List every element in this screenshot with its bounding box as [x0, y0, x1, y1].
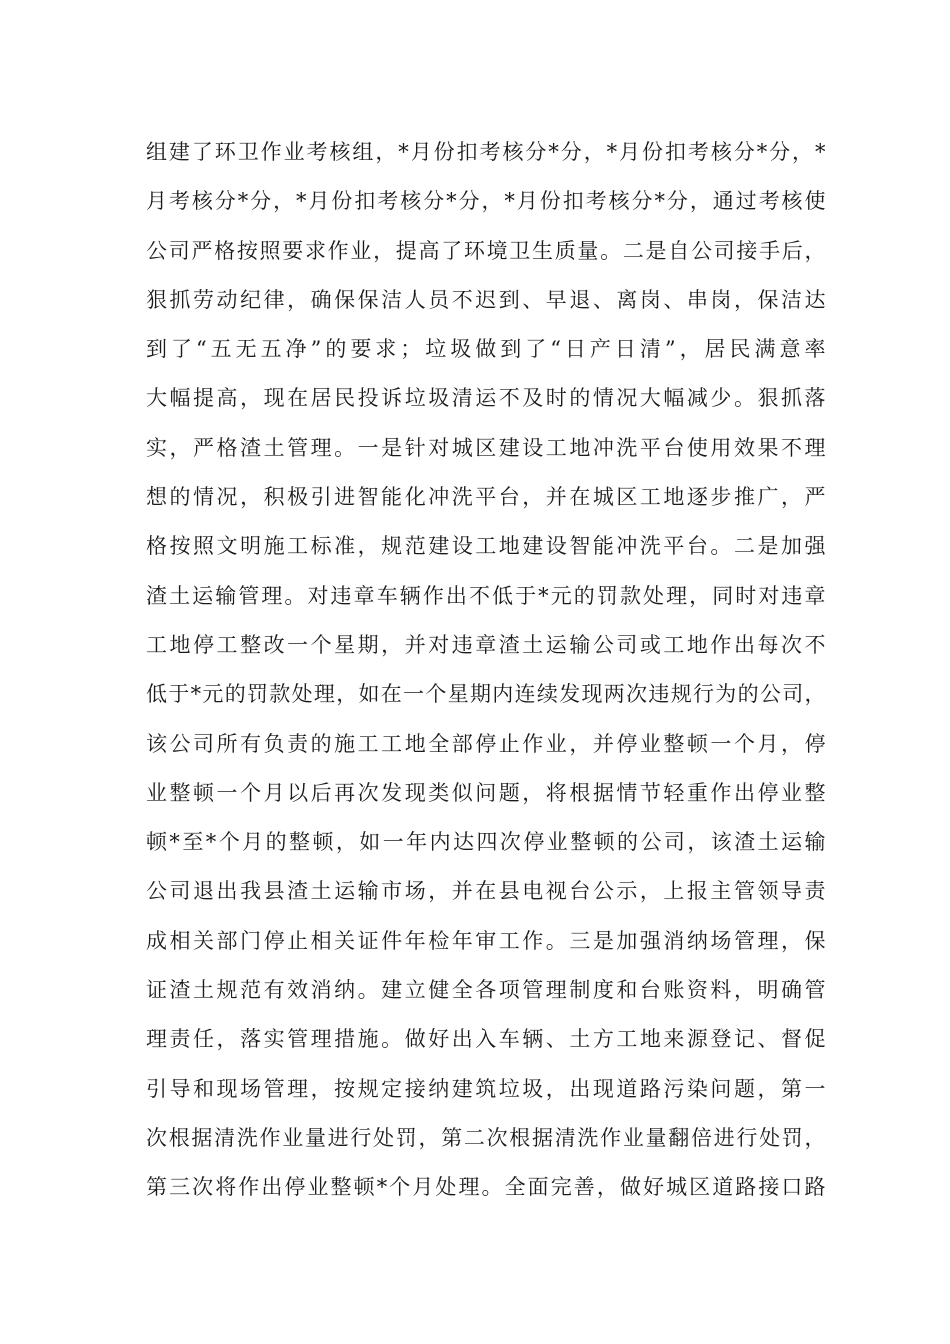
text-line: 组建了环卫作业考核组，*月份扣考核分*分，*月份扣考核分*分，* — [146, 140, 826, 164]
text-line: 到了“五无五净”的要求；垃圾做到了“日产日清”，居民满意率 — [146, 337, 826, 362]
body-paragraph — [146, 136, 826, 1221]
text-line: 工地停工整改一个星期，并对违章渣土运输公司或工地作出每次不 — [146, 632, 826, 657]
text-line: 想的情况，积极引进智能化冲洗平台，并在城区工地逐步推广，严 — [146, 485, 826, 510]
text-line: 公司退出我县渣土运输市场，并在县电视台公示，上报主管领导责 — [146, 879, 826, 904]
text-line: 狠抓劳动纪律，确保保洁人员不迟到、早退、离岗、串岗，保洁达 — [146, 287, 826, 312]
text-line: 月考核分*分，*月份扣考核分*分，*月份扣考核分*分，通过考核使 — [146, 189, 826, 214]
text-line: 低于*元的罚款处理，如在一个星期内连续发现两次违规行为的公司， — [146, 682, 826, 707]
text-line: 公司严格按照要求作业，提高了环境卫生质量。二是自公司接手后， — [146, 238, 826, 263]
text-line: 该公司所有负责的施工工地全部停止作业，并停业整顿一个月，停 — [146, 731, 826, 756]
text-line: 证渣土规范有效消纳。建立健全各项管理制度和台账资料，明确管 — [146, 978, 826, 1003]
text-line: 渣土运输管理。对违章车辆作出不低于*元的罚款处理，同时对违章 — [146, 583, 826, 608]
text-line: 顿*至*个月的整顿，如一年内达四次停业整顿的公司，该渣土运输 — [146, 830, 826, 855]
text-line: 实，严格渣土管理。一是针对城区建设工地冲洗平台使用效果不理 — [146, 435, 826, 460]
text-line: 理责任，落实管理措施。做好出入车辆、土方工地来源登记、督促 — [146, 1027, 826, 1052]
text-line: 成相关部门停止相关证件年检年审工作。三是加强消纳场管理，保 — [146, 928, 826, 953]
text-line: 引导和现场管理，按规定接纳建筑垃圾，出现道路污染问题，第一 — [146, 1076, 826, 1101]
text-line: 第三次将作出停业整顿*个月处理。全面完善，做好城区道路接口路 — [146, 1175, 826, 1200]
text-line: 次根据清洗作业量进行处罚，第二次根据清洗作业量翻倍进行处罚， — [146, 1125, 826, 1150]
text-line: 大幅提高，现在居民投诉垃圾清运不及时的情况大幅减少。狠抓落 — [146, 386, 826, 411]
text-line: 业整顿一个月以后再次发现类似问题，将根据情节轻重作出停业整 — [146, 780, 826, 805]
text-line: 格按照文明施工标准，规范建设工地建设智能冲洗平台。二是加强 — [146, 534, 826, 559]
